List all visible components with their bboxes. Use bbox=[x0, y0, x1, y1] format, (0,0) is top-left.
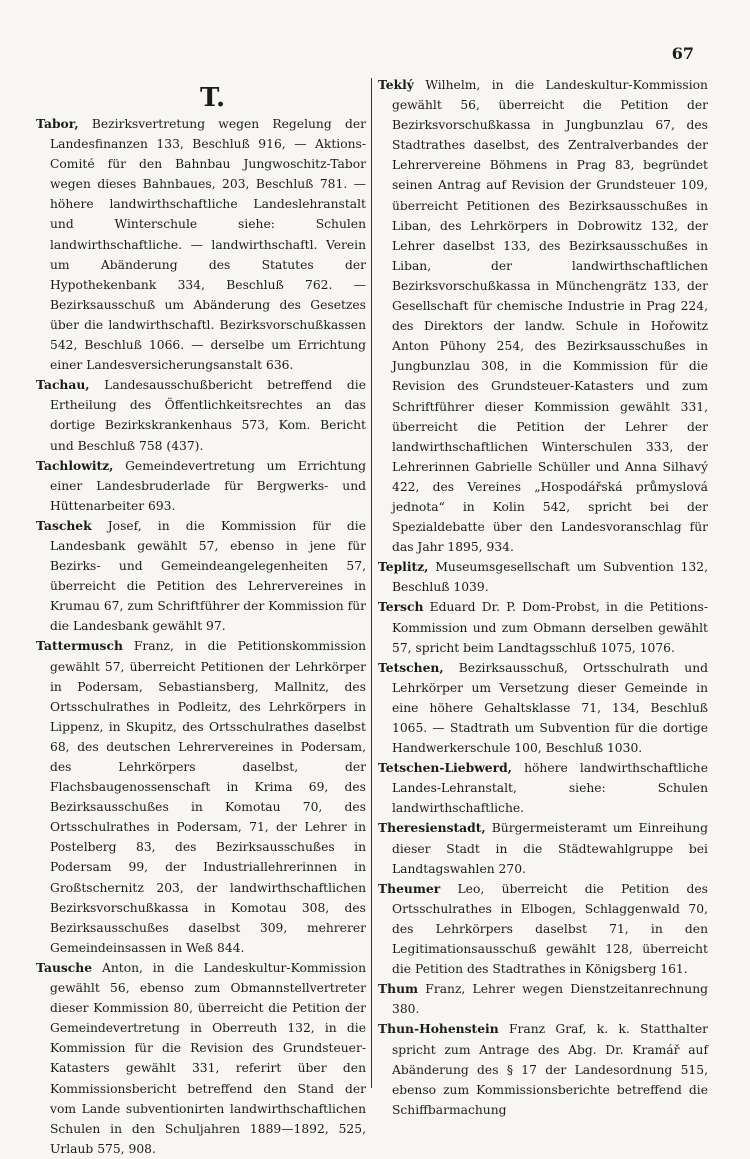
index-entry bbox=[378, 658, 708, 758]
entry-head: Tausche bbox=[36, 959, 93, 975]
index-entry bbox=[378, 879, 708, 979]
index-entry bbox=[36, 516, 366, 637]
index-entry bbox=[378, 75, 708, 557]
index-entry bbox=[36, 456, 366, 516]
entry-text: Anton, in die Landeskultur-Kommission gewählt 56, ebenso zum Obmannstellvertreter dieser Kommission 80, überreicht die Petition der Gemeindevertretung in Oberreuth 132, in die Kommission für die Revision des Grundsteuer-Katasters gewählt 331, referirt über den Kommissionsbericht betreffend den Stand der vom Lande subventionirten landwirthschaftlichen Schulen in den Schuljahren 1889—1892, 525, Urlaub 575, 908. bbox=[50, 960, 366, 1156]
entry-text: Museumsgesellschaft um Subvention 132, Beschluß 1039. bbox=[392, 560, 708, 595]
entry-text: Leo, überreicht die Petition des Ortsschulrathes in Elbogen, Schlaggenwald 70, des Lehrkörpers daselbst 71, in den Legitimationsausschuß gewählt 128, überreicht die Petition des Stadtrathes in Königsberg 161. bbox=[392, 881, 708, 977]
right-column bbox=[378, 75, 708, 1120]
entry-head: Teklý bbox=[378, 77, 414, 92]
index-entry bbox=[378, 1019, 708, 1119]
entry-text: Franz, Lehrer wegen Dienstzeitanrechnung 380. bbox=[392, 982, 708, 1017]
entry-head: Tachlowitz, bbox=[36, 457, 114, 473]
index-entry bbox=[378, 597, 708, 657]
index-entry bbox=[36, 636, 366, 958]
entry-text: Bezirksausschuß, Ortsschulrath und Lehrkörper um Versetzung dieser Gemeinde in eine höhere Gehaltsklasse 71, 134, Beschluß 1065. — Stadtrath um Subvention für die dortige Handwerkerschule 100, Beschluß 1030. bbox=[392, 660, 708, 756]
left-column bbox=[36, 114, 366, 1159]
entry-head: Theumer bbox=[378, 880, 441, 896]
entry-text: Franz Graf, k. k. Statthalter spricht zum Antrage des Abg. Dr. Kramář auf Abänderung des § 17 der Landesordnung 515, ebenso zum Kommissionsberichte betreffend die Schiffbarmachung bbox=[392, 1022, 708, 1117]
entry-head: Tattermusch bbox=[36, 638, 123, 654]
index-entry bbox=[378, 758, 708, 818]
index-entry bbox=[36, 375, 366, 455]
entry-head: Thum bbox=[378, 981, 419, 997]
entry-head: Thun-Hohenstein bbox=[378, 1021, 499, 1037]
column-divider bbox=[371, 78, 372, 1088]
entry-head: Teplitz, bbox=[378, 559, 429, 575]
entry-text: Josef, in die Kommission für die Landesbank gewählt 57, ebenso in jene für Bezirks- und Gemeindeangelegenheiten 57, überreicht die Petition des Lehrervereines in Krumau 67, zum Schriftführer der Kommission für die Landesbank gewählt 97. bbox=[50, 518, 366, 634]
entry-text: Franz, in die Petitionskommission gewählt 57, überreicht Petitionen der Lehrkörper in Podersam, Sebastiansberg, Mallnitz, des Ortsschulrathes in Podleitz, des Lehrkörpers in Lippenz, in Skupitz, des Ortsschulrathes daselbst 68, des deutschen Lehrervereines in Podersam, des Lehrkörpers daselbst, der Flachsbaugenossenschaft in Krima 69, des Bezirksausschußes in Komotau 70, des Ortsschulrathes in Podersam, 71, der Lehrer in Postelberg 83, des Bezirksausschußes in Podersam 99, der Industriallehrerinnen in Großtschernitz 203, der landwirthschaftlichen Bezirksvorschußkassa in Komotau 308, des Bezirksausschußes daselbst 309, mehrerer Gemeindeinsassen in Weß 844. bbox=[50, 639, 366, 955]
entry-text: Gemeindevertretung um Errichtung einer Landesbruderlade für Bergwerks- und Hüttenarbeiter 693. bbox=[50, 458, 366, 513]
index-entry bbox=[36, 958, 366, 1159]
entry-text: Eduard Dr. P. Dom-Probst, in die Petitions-Kommission und zum Obmann derselben gewählt 57, spricht beim Landtagsschluß 1075, 1076. bbox=[392, 600, 708, 655]
page-number: 67 bbox=[671, 44, 694, 63]
entry-head: Tersch bbox=[378, 599, 424, 615]
entry-head: Theresienstadt, bbox=[378, 820, 486, 836]
entry-text: Wilhelm, in die Landeskultur-Kommission gewählt 56, überreicht die Petition der Bezirksvorschußkassa in Jungbunzlau 67, des Stadtrathes daselbst, des Zentralverbandes der Lehrervereine Böhmens in Prag 83, begründet seinen Antrag auf Revision der Grundsteuer 109, überreicht Petitionen des Bezirksausschußes in Liban, des Lehrkörpers in Dobrowitz 132, der Lehrer daselbst 133, des Bezirksausschußes in Liban, der landwirthschaftlichen Bezirksvorschußkassa in Münchengrätz 133, der Gesellschaft für chemische Industrie in Prag 224, des Direktors der landw. Schule in Hořowitz Anton Pühony 254, des Bezirksausschußes in Jungbunzlau 308, in die Kommission für die Revision des Grundsteuer-Katasters und zum Schriftführer dieser Kommission gewählt 331, überreicht die Petition der Lehrer der landwirthschaftlichen Winterschulen 333, der Lehrerinnen Gabrielle Schüller und Anna Silhavý 422, des Vereines „Hospodářská průmyslová jednota“ in Kolin 542, spricht bei der Spezialdebatte über den Landesvoranschlag für das Jahr 1895, 934. bbox=[392, 78, 708, 555]
entry-head: Tetschen-Liebwerd, bbox=[378, 760, 512, 776]
entry-text: höhere landwirthschaftliche Landes-Lehranstalt, siehe: Schulen landwirthschaftliche. bbox=[392, 761, 708, 816]
index-entry bbox=[378, 818, 708, 878]
entry-text: Bürgermeisteramt um Einreihung dieser Stadt in die Städtewahlgruppe bei Landtagswahlen 270. bbox=[392, 821, 708, 876]
section-letter: T. bbox=[200, 83, 226, 113]
entry-text: Bezirksvertretung wegen Regelung der Landesfinanzen 133, Beschluß 916, — Aktions-Comité für den Bahnbau Jungwoschitz-Tabor wegen dieses Bahnbaues, 203, Beschluß 781. — höhere landwirthschaftliche Landeslehranstalt und Winterschule siehe: Schulen landwirthschaftliche. — landwirthschaftl. Verein um Abänderung des Statutes der Hypothekenbank 334, Beschluß 762. — Bezirksausschuß um Abänderung des Gesetzes über die landwirthschaftl. Bezirksvorschußkassen 542, Beschluß 1066. — derselbe um Errichtung einer Landesversicherungsanstalt 636. bbox=[50, 117, 366, 373]
index-entry bbox=[378, 557, 708, 597]
index-entry bbox=[378, 979, 708, 1019]
index-entry bbox=[36, 114, 366, 375]
entry-head: Tabor, bbox=[36, 116, 79, 131]
entry-head: Taschek bbox=[36, 517, 92, 533]
entry-text: Landesausschußbericht betreffend die Ertheilung des Öffentlichkeitsrechtes an das dortige Bezirkskrankenhaus 573, Kom. Bericht und Beschluß 758 (437). bbox=[50, 378, 366, 453]
entry-head: Tachau, bbox=[36, 377, 90, 393]
entry-head: Tetschen, bbox=[378, 659, 444, 675]
